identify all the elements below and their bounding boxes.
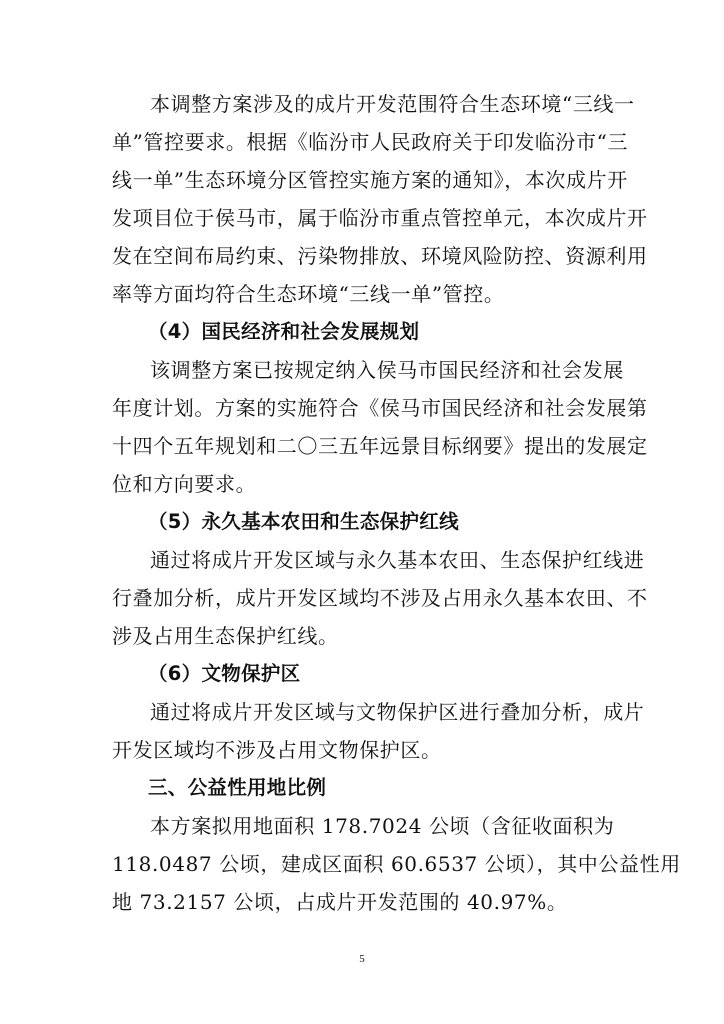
section-heading: （6）文物保护区 xyxy=(148,662,301,685)
section-heading: 三、公益性用地比例 xyxy=(148,776,327,799)
paragraph-line: 发项目位于侯马市，属于临汾市重点管控单元，本次成片开 xyxy=(112,206,648,230)
paragraph-line: 发在空间布局约束、污染物排放、环境风险防控、资源利用 xyxy=(112,244,648,268)
paragraph-line: 单”管控要求。根据《临汾市人民政府关于印发临汾市“三 xyxy=(112,130,629,154)
paragraph-line: 本调整方案涉及的成片开发范围符合生态环境“三线一 xyxy=(150,92,635,116)
paragraph-line: 涉及占用生态保护红线。 xyxy=(112,624,339,648)
paragraph-line: 率等方面均符合生态环境“三线一单”管控。 xyxy=(112,282,505,306)
paragraph-line: 118.0487 公顷，建成区面积 60.6537 公顷），其中公益性用 xyxy=(112,852,681,876)
paragraph-line: 开发区域均不涉及占用文物保护区。 xyxy=(112,738,442,762)
paragraph-line: 地 73.2157 公顷，占成片开发范围的 40.97%。 xyxy=(112,890,568,914)
paragraph-line: 该调整方案已按规定纳入侯马市国民经济和社会发展 xyxy=(150,358,624,382)
section-heading: （4）国民经济和社会发展规划 xyxy=(148,320,420,343)
paragraph-line: 十四个五年规划和二〇三五年远景目标纲要》提出的发展定 xyxy=(112,434,648,458)
paragraph-line: 年度计划。方案的实施符合《侯马市国民经济和社会发展第 xyxy=(112,396,648,420)
paragraph-line: 位和方向要求。 xyxy=(112,472,257,496)
section-heading: （5）永久基本农田和生态保护红线 xyxy=(148,510,459,533)
paragraph-line: 行叠加分析，成片开发区域均不涉及占用永久基本农田、不 xyxy=(112,586,648,610)
paragraph-line: 通过将成片开发区域与文物保护区进行叠加分析，成片 xyxy=(150,700,645,724)
paragraph-line: 本方案拟用地面积 178.7024 公顷（含征收面积为 xyxy=(150,814,615,838)
page-number: 5 xyxy=(359,953,365,965)
paragraph-line: 线一单”生态环境分区管控实施方案的通知》，本次成片开 xyxy=(112,168,628,192)
paragraph-line: 通过将成片开发区域与永久基本农田、生态保护红线进 xyxy=(150,548,645,572)
